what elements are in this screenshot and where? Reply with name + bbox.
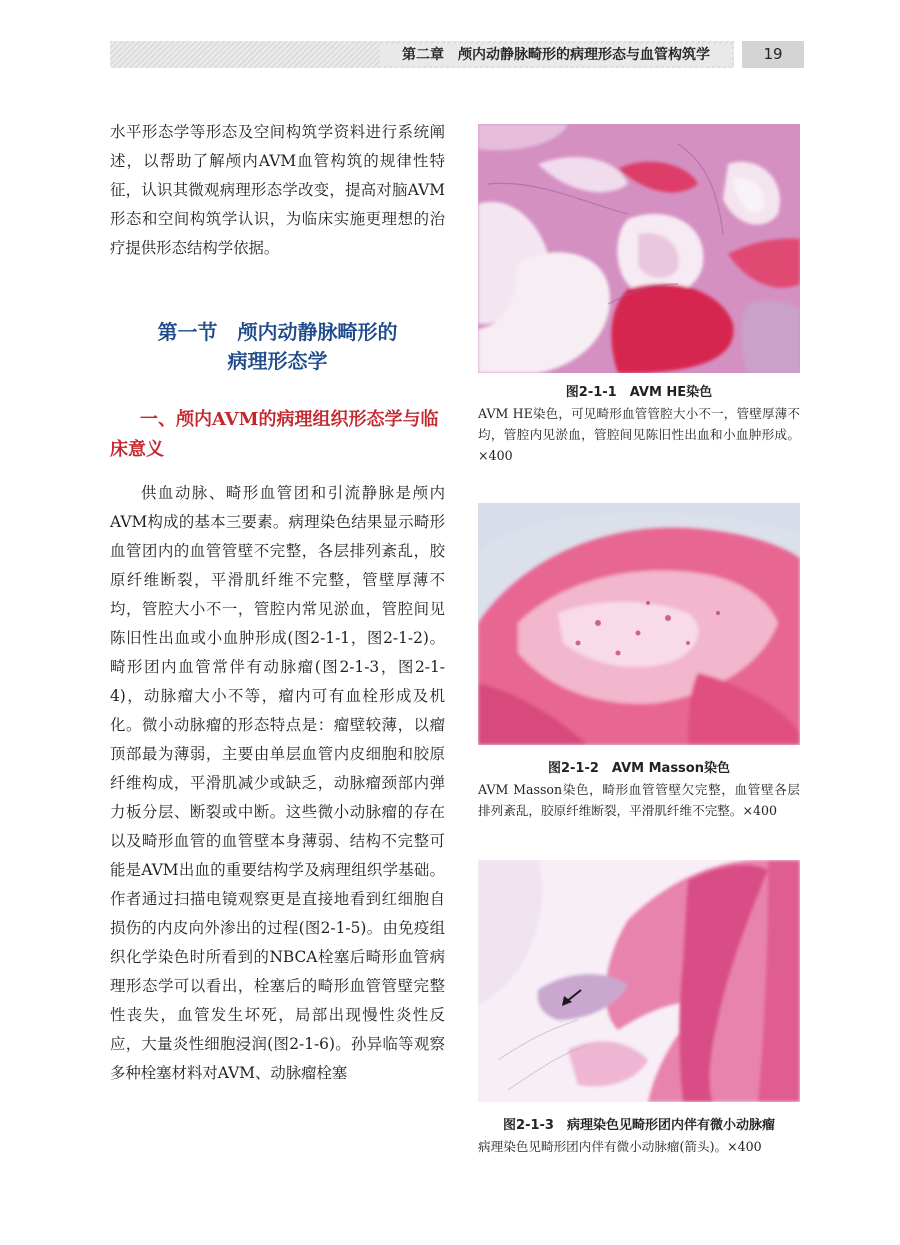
chapter-title: 第二章 颅内动静脉畸形的病理形态与血管构筑学 (380, 44, 732, 66)
figure-2-1-1-caption: AVM HE染色，可见畸形血管管腔大小不一，管壁厚薄不均，管腔内见淤血，管腔间见陈旧性出血和小血肿形成。×400 (478, 406, 800, 463)
subsection-heading: 一、颅内AVM的病理组织形态学与临床意义 (110, 409, 439, 460)
figure-2-1-2-title: 图2-1-2 AVM Masson染色 (547, 761, 730, 776)
figure-2-1-3-title: 图2-1-3 病理染色见畸形团内伴有微小动脉瘤 (503, 1118, 775, 1133)
masson-stain-micrograph (478, 503, 800, 745)
figure-2-1-2-caption: AVM Masson染色，畸形血管管壁欠完整，血管壁各层排列紊乱，胶原纤维断裂，平滑肌纤维不完整。×400 (478, 782, 800, 818)
text-column (110, 118, 445, 1088)
figure-2-1-2 (478, 503, 800, 821)
page-number: 19 (742, 41, 804, 68)
figure-2-1-3-caption: 病理染色见畸形团内伴有微小动脉瘤(箭头)。×400 (478, 1139, 762, 1154)
figure-2-1-3 (478, 860, 800, 1157)
intro-paragraph: 水平形态学等形态及空间构筑学资料进行系统阐述，以帮助了解颅内AVM血管构筑的规律性特征，认识其微观病理形态学改变，提高对脑AVM形态和空间构筑学认识，为临床实施更理想的治疗提供形态结构学依据。 (110, 123, 445, 257)
section-heading-line-2: 病理形态学 (227, 349, 328, 373)
figure-2-1-1-title: 图2-1-1 AVM HE染色 (565, 385, 713, 400)
section-heading-line-1: 第一节 颅内动静脉畸形的 (157, 320, 398, 344)
section-heading (110, 318, 445, 376)
figure-2-1-1 (478, 124, 800, 466)
aneurysm-stain-micrograph (478, 860, 800, 1102)
main-paragraph: 供血动脉、畸形血管团和引流静脉是颅内AVM构成的基本三要素。病理染色结果显示畸形血管团内的血管管壁不完整，各层排列紊乱，胶原纤维断裂，平滑肌纤维不完整，管壁厚薄不均，管腔大小不一，管腔内常见淤血，管腔间见陈旧性出血或小血肿形成(图2-1-1，图2-1-2)。畸形团内血管常伴有动脉瘤(图2-1-3，图2-1-4)，动脉瘤大小不等，瘤内可有血栓形成及机化。微小动脉瘤的形态特点是：瘤壁较薄，以瘤顶部最为薄弱，主要由单层血管内皮细胞和胶原纤维构成，平滑肌减少或缺乏，动脉瘤颈部内弹力板分层、断裂或中断。这些微小动脉瘤的存在以及畸形血管的血管壁本身薄弱、结构不完整可能是AVM出血的重要结构学及病理组织学基础。作者通过扫描电镜观察更是直接地看到红细胞自损伤的内皮向外渗出的过程(图2-1-5)。由免疫组织化学染色时所看到的NBCA栓塞后畸形血管病理形态学可以看出，栓塞后的畸形血管管壁完整性丧失，血管发生坏死，局部出现慢性炎性反应，大量炎性细胞浸润(图2-1-6)。孙异临等观察多种栓塞材料对AVM、动脉瘤栓塞 (110, 484, 445, 1082)
he-stain-micrograph (478, 124, 800, 373)
